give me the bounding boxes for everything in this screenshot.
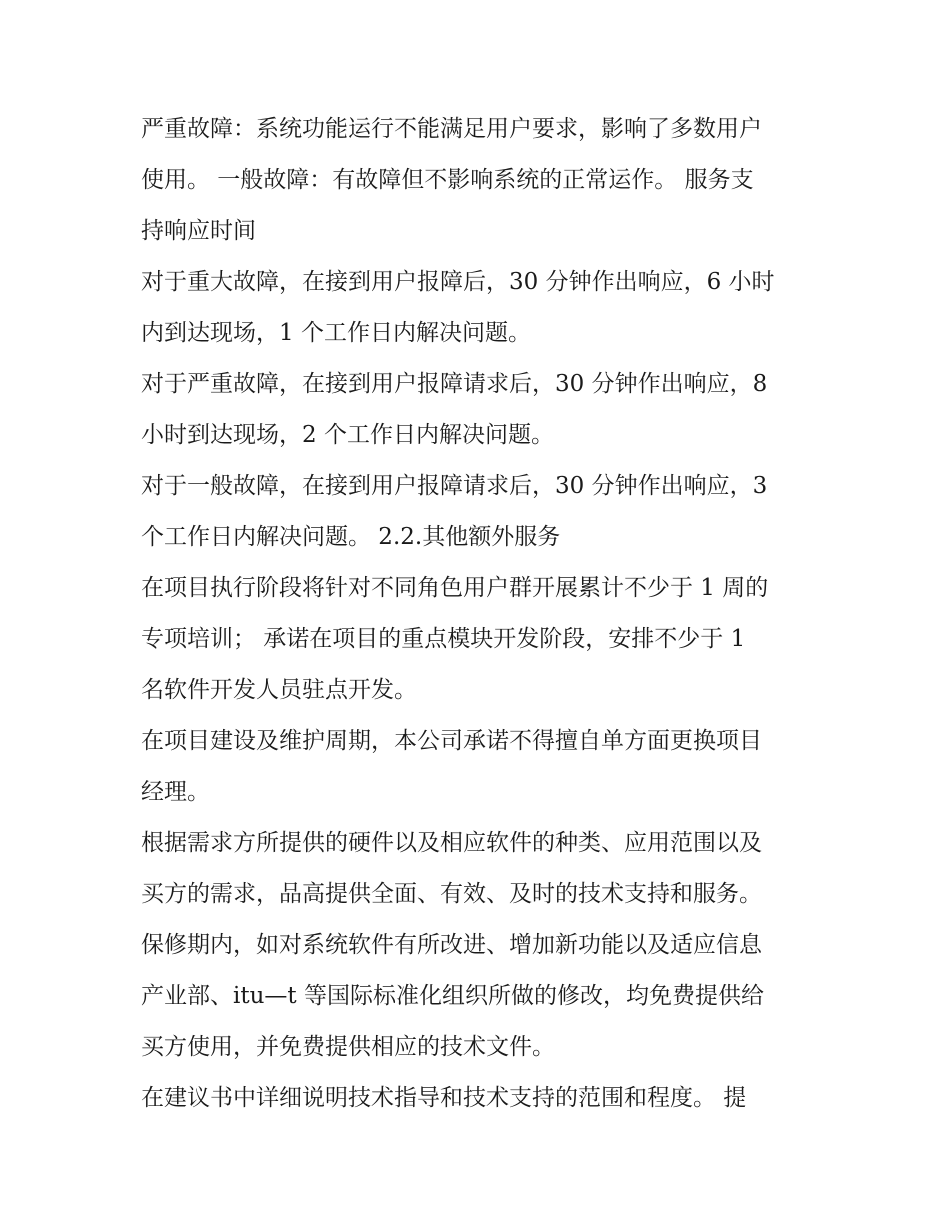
text-line: 对于重大故障，在接到用户报障后，30 分钟作出响应，6 小时 xyxy=(141,269,775,295)
text-line: 内到达现场，1 个工作日内解决问题。 xyxy=(141,320,531,346)
text-line: 保修期内，如对系统软件有所改进、增加新功能以及适应信息 xyxy=(141,932,762,958)
text-line: 个工作日内解决问题。 2.2.其他额外服务 xyxy=(141,524,561,550)
text-line: 在项目执行阶段将针对不同角色用户群开展累计不少于 1 周的 xyxy=(141,575,769,601)
text-line: 对于一般故障，在接到用户报障请求后，30 分钟作出响应，3 xyxy=(141,473,768,499)
text-line: 对于严重故障，在接到用户报障请求后，30 分钟作出响应，8 xyxy=(141,371,768,397)
text-line: 严重故障：系统功能运行不能满足用户要求，影响了多数用户 xyxy=(141,116,762,142)
text-line: 买方的需求，品高提供全面、有效、及时的技术支持和服务。 xyxy=(141,881,762,907)
text-line: 持响应时间 xyxy=(141,218,256,244)
text-line: 使用。 一般故障：有故障但不影响系统的正常运作。 服务支 xyxy=(141,167,754,193)
text-line: 小时到达现场，2 个工作日内解决问题。 xyxy=(141,422,554,448)
text-line: 产业部、itu—t 等国际标准化组织所做的修改，均免费提供给 xyxy=(141,983,764,1009)
text-line: 在项目建设及维护周期，本公司承诺不得擅自单方面更换项目 xyxy=(141,728,762,754)
text-line: 买方使用，并免费提供相应的技术文件。 xyxy=(141,1034,555,1060)
text-line: 在建议书中详细说明技术指导和技术支持的范围和程度。 提 xyxy=(141,1085,747,1111)
text-line: 经理。 xyxy=(141,779,210,805)
body-text xyxy=(141,104,821,1124)
text-line: 根据需求方所提供的硬件以及相应软件的种类、应用范围以及 xyxy=(141,830,762,856)
text-line: 名软件开发人员驻点开发。 xyxy=(141,677,417,703)
text-line: 专项培训； 承诺在项目的重点模块开发阶段，安排不少于 1 xyxy=(141,626,746,652)
